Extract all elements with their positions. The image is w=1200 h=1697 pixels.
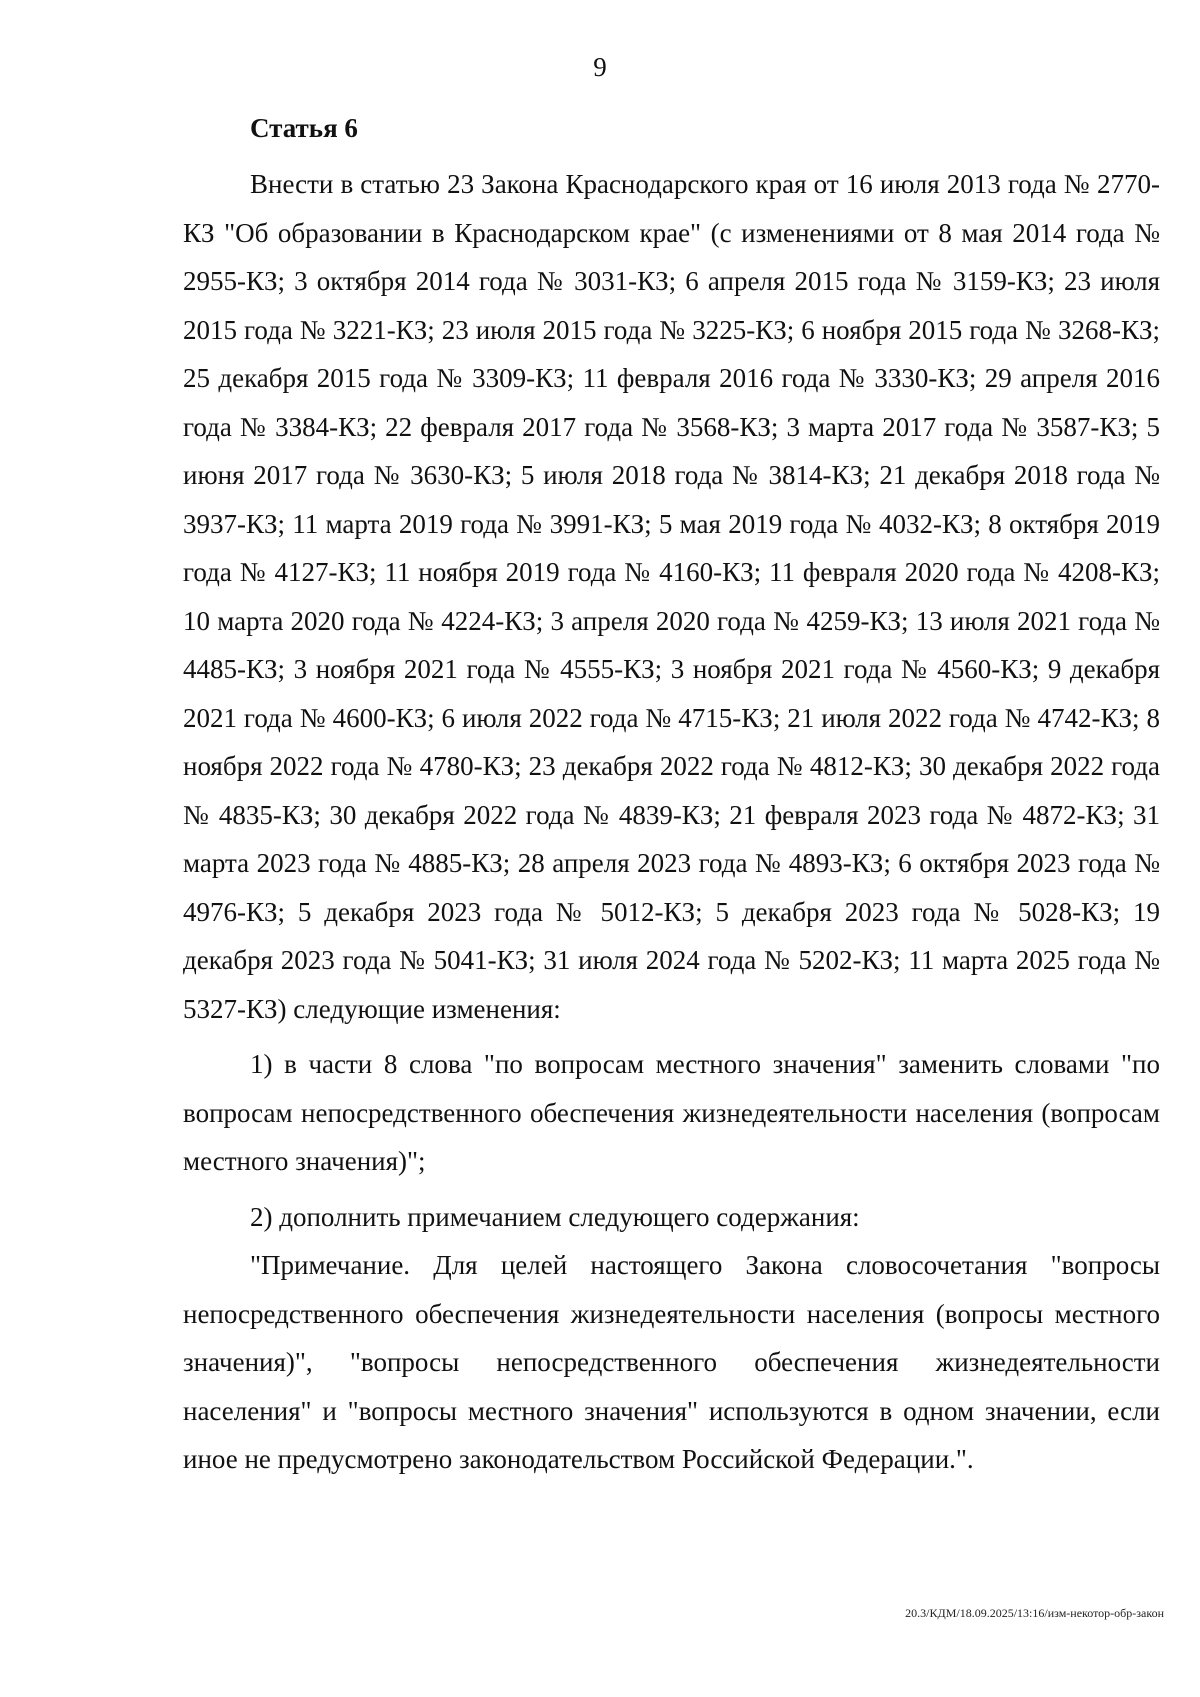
footer-document-code: 20.3/КДМ/18.09.2025/13:16/изм-некотор-обр-закон	[905, 1606, 1164, 1620]
article-body	[183, 160, 1160, 1484]
paragraph-amendment-intro: Внести в статью 23 Закона Краснодарского края от 16 июля 2013 года № 2770-КЗ "Об образовании в Краснодарском крае" (с изменениями от 8 мая 2014 года № 2955-КЗ; 3 октября 2014 года № 3031-КЗ; 6 апреля 2015 года № 3159-КЗ; 23 июля 2015 года № 3221-КЗ; 23 июля 2015 года № 3225-КЗ; 6 ноября 2015 года № 3268-КЗ; 25 декабря 2015 года № 3309-КЗ; 11 февраля 2016 года № 3330-КЗ; 29 апреля 2016 года № 3384-КЗ; 22 февраля 2017 года № 3568-КЗ; 3 марта 2017 года № 3587-КЗ; 5 июня 2017 года № 3630-КЗ; 5 июля 2018 года № 3814-КЗ; 21 декабря 2018 года № 3937-КЗ; 11 марта 2019 года № 3991-КЗ; 5 мая 2019 года № 4032-КЗ; 8 октября 2019 года № 4127-КЗ; 11 ноября 2019 года № 4160-КЗ; 11 февраля 2020 года № 4208-КЗ; 10 марта 2020 года № 4224-КЗ; 3 апреля 2020 года № 4259-КЗ; 13 июля 2021 года № 4485-КЗ; 3 ноября 2021 года № 4555-КЗ; 3 ноября 2021 года № 4560-КЗ; 9 декабря 2021 года № 4600-КЗ; 6 июля 2022 года № 4715-КЗ; 21 июля 2022 года № 4742-КЗ; 8 ноября 2022 года № 4780-КЗ; 23 декабря 2022 года № 4812-КЗ; 30 декабря 2022 года № 4835-КЗ; 30 декабря 2022 года № 4839-КЗ; 21 февраля 2023 года № 4872-КЗ; 31 марта 2023 года № 4885-КЗ; 28 апреля 2023 года № 4893-КЗ; 6 октября 2023 года № 4976-КЗ; 5 декабря 2023 года № 5012-КЗ; 5 декабря 2023 года № 5028-КЗ; 19 декабря 2023 года № 5041-КЗ; 31 июля 2024 года № 5202-КЗ; 11 марта 2025 года № 5327-КЗ) следующие изменения:	[183, 169, 1160, 1024]
page-number: 9	[593, 52, 607, 82]
paragraph-item-1: 1) в части 8 слова "по вопросам местного значения" заменить словами "по вопросам непосредственного обеспечения жизнедеятельности населения (вопросам местного значения)";	[183, 1049, 1160, 1176]
paragraph-note: "Примечание. Для целей настоящего Закона словосочетания "вопросы непосредственного обеспечения жизнедеятельности населения (вопросы местного значения)", "вопросы непосредственного обеспечения жизнедеятельности населения" и "вопросы местного значения" используются в одном значении, если иное не предусмотрено законодательством Российской Федерации.".	[183, 1250, 1160, 1474]
article-title: Статья 6	[250, 113, 358, 143]
paragraph-item-2: 2) дополнить примечанием следующего содержания:	[250, 1201, 860, 1232]
